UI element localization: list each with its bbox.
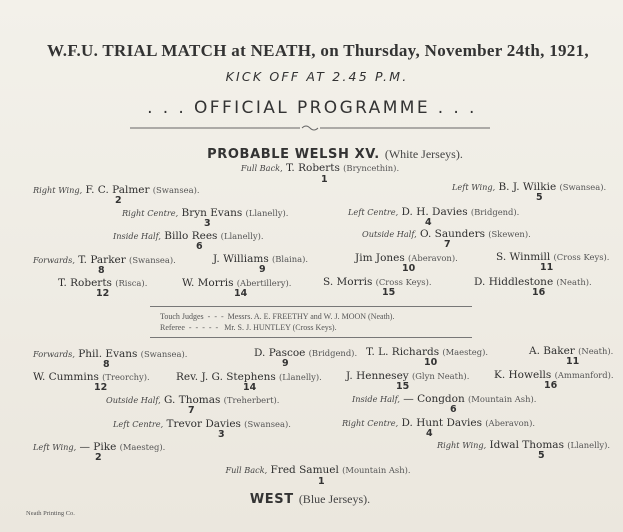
player-west-left-wing: Left Wing, — Pike (Maesteg).	[33, 441, 166, 453]
player-welsh-fwd-williams: J. Williams (Blaina).	[213, 253, 309, 265]
number-12: 12	[96, 288, 110, 299]
player-welsh-fwd-w-morris: W. Morris (Abertillery).	[182, 277, 292, 289]
player-west-fwd-pascoe: D. Pascoe (Bridgend).	[254, 347, 358, 359]
team-heading-west: WEST (Blue Jerseys).	[249, 492, 371, 507]
player-west-right-wing: Right Wing, Idwal Thomas (Llanelly).	[437, 439, 611, 451]
player-welsh-fwd-parker: Forwards, T. Parker (Swansea).	[33, 254, 176, 266]
number-3: 3	[218, 429, 225, 440]
number-6: 6	[450, 404, 457, 415]
number-6: 6	[196, 241, 203, 252]
player-west-left-centre: Left Centre, Trevor Davies (Swansea).	[113, 418, 291, 430]
number-8: 8	[98, 265, 105, 276]
number-2: 2	[115, 195, 122, 206]
number-8: 8	[103, 359, 110, 370]
player-west-outside-half: Outside Half, G. Thomas (Treherbert).	[106, 394, 280, 406]
player-welsh-right-centre: Right Centre, Bryn Evans (Llanelly).	[122, 207, 289, 219]
referee-row: Referee - - - - - Mr. S. J. HUNTLEY (Cross Keys).	[160, 323, 337, 332]
number-10: 10	[402, 263, 416, 274]
number-3: 3	[204, 218, 211, 229]
player-west-fwd-howells: K. Howells (Ammanford).	[494, 369, 614, 381]
player-welsh-left-wing: Left Wing, B. J. Wilkie (Swansea).	[452, 181, 607, 193]
player-welsh-fwd-roberts: T. Roberts (Risca).	[58, 277, 148, 289]
player-welsh-inside-half: Inside Half, Billo Rees (Llanelly).	[113, 230, 264, 242]
player-welsh-outside-half: Outside Half, O. Saunders (Skewen).	[362, 228, 531, 240]
player-welsh-fullback: Full Back, T. Roberts (Bryncethin).	[240, 162, 400, 174]
number-12: 12	[94, 382, 108, 393]
player-west-fwd-evans: Forwards, Phil. Evans (Swansea).	[33, 348, 188, 360]
ornamental-rule	[130, 124, 490, 132]
number-9: 9	[282, 358, 289, 369]
player-welsh-fwd-winmill: S. Winmill (Cross Keys).	[496, 251, 610, 263]
team-heading-welsh: PROBABLE WELSH XV. (White Jerseys).	[207, 147, 463, 162]
number-15: 15	[382, 287, 396, 298]
number-1: 1	[318, 476, 325, 487]
number-5: 5	[536, 192, 543, 203]
number-9: 9	[259, 264, 266, 275]
number-16: 16	[544, 380, 558, 391]
player-welsh-left-centre: Left Centre, D. H. Davies (Bridgend).	[348, 206, 520, 218]
number-4: 4	[426, 428, 433, 439]
player-welsh-right-wing: Right Wing, F. C. Palmer (Swansea).	[33, 184, 200, 196]
number-4: 4	[425, 217, 432, 228]
number-5: 5	[538, 450, 545, 461]
number-7: 7	[444, 239, 451, 250]
number-15: 15	[396, 381, 410, 392]
number-10: 10	[424, 357, 438, 368]
match-title: W.F.U. TRIAL MATCH at NEATH, on Thursday, November 24th, 1921,	[47, 41, 589, 60]
player-west-fwd-hennesey: J. Hennesey (Glyn Neath).	[346, 370, 470, 382]
number-7: 7	[188, 405, 195, 416]
player-welsh-fwd-jones: Jim Jones (Aberavon).	[355, 252, 458, 264]
number-11: 11	[566, 356, 580, 367]
number-16: 16	[532, 287, 546, 298]
number-1: 1	[321, 174, 328, 185]
kickoff-time: KICK OFF AT 2.45 P.M.	[225, 69, 409, 84]
player-welsh-fwd-s-morris: S. Morris (Cross Keys).	[323, 276, 432, 288]
player-welsh-fwd-hiddlestone: D. Hiddlestone (Neath).	[474, 276, 592, 288]
touch-judges-row: Touch Judges - - - Messrs. A. E. FREETHY and W. J. MOON (Neath).	[160, 312, 395, 321]
number-14: 14	[243, 382, 257, 393]
number-11: 11	[540, 262, 554, 273]
programme-heading: . . . OFFICIAL PROGRAMME . . .	[147, 98, 477, 118]
number-2: 2	[95, 452, 102, 463]
number-14: 14	[234, 288, 248, 299]
divider-top	[150, 306, 472, 307]
player-west-fwd-cummins: W. Cummins (Treorchy).	[33, 371, 150, 383]
printer-credit: Neath Printing Co.	[26, 510, 75, 517]
player-west-fwd-richards: T. L. Richards (Maesteg).	[366, 346, 489, 358]
player-west-fwd-baker: A. Baker (Neath).	[529, 345, 614, 357]
player-west-fwd-stephens: Rev. J. G. Stephens (Llanelly).	[176, 371, 322, 383]
player-west-right-centre: Right Centre, D. Hunt Davies (Aberavon).	[342, 417, 535, 429]
player-west-inside-half: Inside Half, — Congdon (Mountain Ash).	[352, 393, 537, 405]
divider-bottom	[150, 337, 472, 338]
player-west-fullback: Full Back, Fred Samuel (Mountain Ash).	[225, 464, 411, 476]
